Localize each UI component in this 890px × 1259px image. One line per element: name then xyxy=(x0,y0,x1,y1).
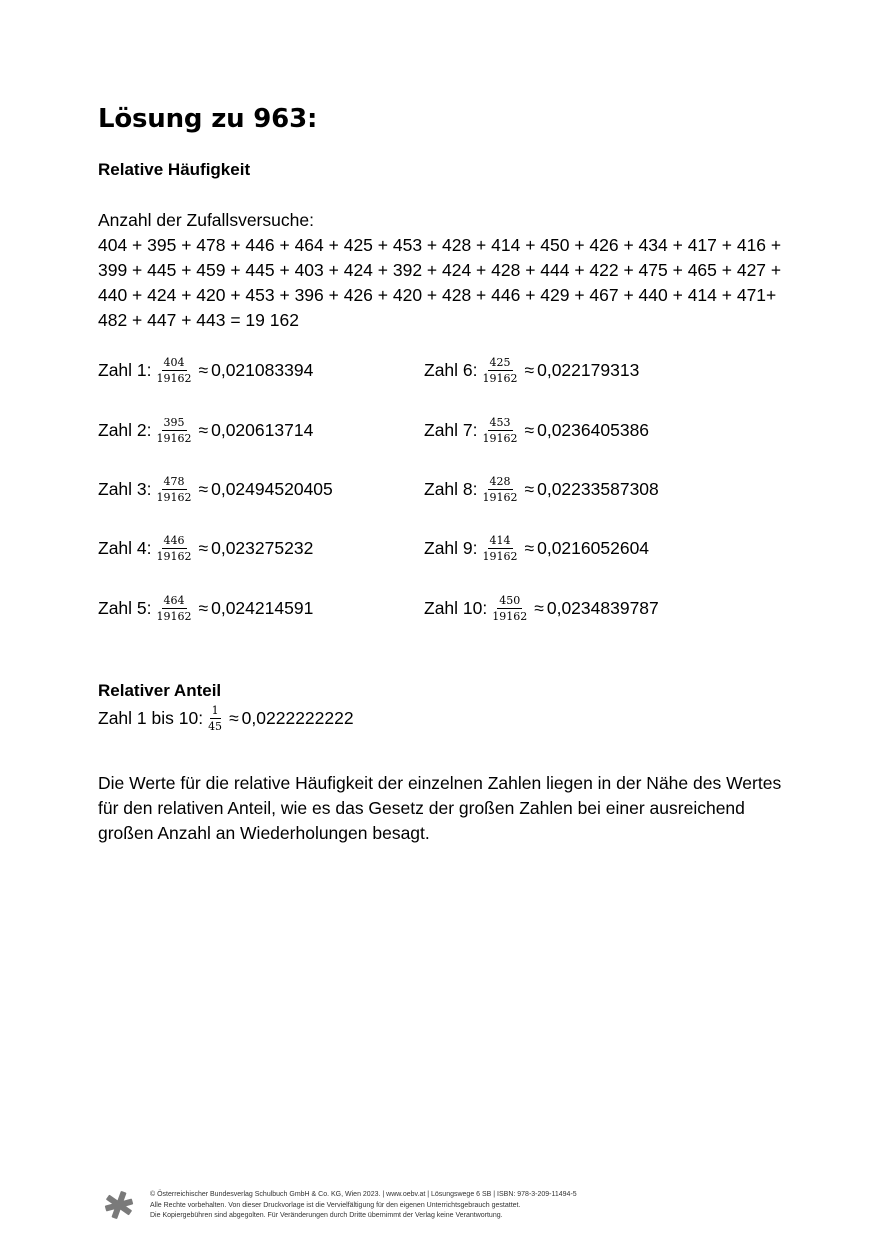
fraction-denominator: 19162 xyxy=(492,610,528,623)
fraction xyxy=(490,594,529,623)
fraction-numerator: 446 xyxy=(163,534,185,547)
fraction-numerator: 414 xyxy=(489,534,511,547)
page-title: Lösung zu 963: xyxy=(98,104,318,134)
row-value: 0,021083394 xyxy=(211,360,314,380)
fraction xyxy=(155,594,194,623)
conclusion-paragraph xyxy=(98,771,781,846)
approx-symbol: ≈ xyxy=(198,479,209,499)
fraction xyxy=(206,704,224,733)
approx-symbol: ≈ xyxy=(198,420,209,440)
trials-intro: Anzahl der Zufallsversuche: xyxy=(98,210,314,230)
row-value: 0,02233587308 xyxy=(537,479,659,499)
row-value: 0,023275232 xyxy=(211,538,314,558)
fraction-numerator: 453 xyxy=(489,416,511,429)
frequency-row-zahl-7 xyxy=(424,416,649,445)
footer-line: Die Kopiergebühren sind abgegolten. Für Veränderungen durch Dritte übernimmt der Verlag keine Verantwortung. xyxy=(150,1212,503,1219)
row-value: 0,0222222222 xyxy=(241,708,354,728)
fraction xyxy=(481,534,520,563)
fraction-numerator: 425 xyxy=(489,356,511,369)
row-label: Zahl 2: xyxy=(98,420,152,440)
sum-line: 482 + 447 + 443 = 19 162 xyxy=(98,310,299,330)
row-label: Zahl 9: xyxy=(424,538,478,558)
fraction xyxy=(155,416,194,445)
row-label: Zahl 8: xyxy=(424,479,478,499)
fraction xyxy=(155,475,194,504)
frequency-row-zahl-10 xyxy=(424,594,659,623)
fraction-numerator: 464 xyxy=(163,594,185,607)
row-label: Zahl 1: xyxy=(98,360,152,380)
row-label: Zahl 5: xyxy=(98,598,152,618)
approx-symbol: ≈ xyxy=(524,360,535,380)
fraction-denominator: 19162 xyxy=(482,491,518,504)
fraction-denominator: 19162 xyxy=(156,550,192,563)
fraction-denominator: 45 xyxy=(208,720,223,733)
row-value: 0,02494520405 xyxy=(211,479,333,499)
fraction xyxy=(155,356,194,385)
sum-line: 440 + 424 + 420 + 453 + 396 + 426 + 420 + 428 + 446 + 429 + 467 + 440 + 414 + 471+ xyxy=(98,285,777,305)
row-value: 0,0236405386 xyxy=(537,420,650,440)
frequency-row-zahl-5 xyxy=(98,594,313,623)
section-heading-relative-frequency: Relative Häufigkeit xyxy=(98,160,251,179)
approx-symbol: ≈ xyxy=(229,708,239,728)
section-heading-relative-share: Relativer Anteil xyxy=(98,681,222,700)
footer-line: © Österreichischer Bundesverlag Schulbuch GmbH & Co. KG, Wien 2023. | www.oebv.at | Lösungswege 6 SB | ISBN: 978-3-209-11494-5 xyxy=(150,1191,577,1198)
fraction xyxy=(481,356,520,385)
sum-line: 399 + 445 + 459 + 445 + 403 + 424 + 392 + 424 + 428 + 444 + 422 + 475 + 465 + 427 + xyxy=(98,260,782,280)
fraction-denominator: 19162 xyxy=(482,432,518,445)
fraction-numerator: 478 xyxy=(163,475,185,488)
fraction-numerator: 404 xyxy=(163,356,185,369)
frequency-row-zahl-1 xyxy=(98,356,313,385)
fraction-numerator: 395 xyxy=(163,416,185,429)
row-value: 0,022179313 xyxy=(537,360,640,380)
trials-sum xyxy=(98,233,781,333)
approx-symbol: ≈ xyxy=(524,538,535,558)
fraction xyxy=(481,416,520,445)
frequency-row-zahl-6 xyxy=(424,356,639,385)
row-value: 0,020613714 xyxy=(211,420,314,440)
footer-line: Alle Rechte vorbehalten. Von dieser Druckvorlage ist die Vervielfältigung für den eigenen Unterrichtsgebrauch gestattet. xyxy=(150,1201,521,1209)
approx-symbol: ≈ xyxy=(198,538,209,558)
frequency-row-zahl-2 xyxy=(98,416,313,445)
row-label: Zahl 6: xyxy=(424,360,478,380)
fraction-denominator: 19162 xyxy=(156,372,192,385)
fraction-numerator: 428 xyxy=(489,475,511,488)
approx-symbol: ≈ xyxy=(524,420,535,440)
row-value: 0,0216052604 xyxy=(537,538,650,558)
conclusion-line: Die Werte für die relative Häufigkeit der einzelnen Zahlen liegen in der Nähe des Wertes xyxy=(98,773,782,793)
row-label: Zahl 3: xyxy=(98,479,152,499)
approx-symbol: ≈ xyxy=(524,479,535,499)
oebv-logo-icon xyxy=(104,1190,134,1220)
fraction-denominator: 19162 xyxy=(156,610,192,623)
approx-symbol: ≈ xyxy=(198,360,209,380)
frequency-row-zahl-4 xyxy=(98,534,313,563)
row-value: 0,024214591 xyxy=(211,598,314,618)
relative-share-row xyxy=(98,704,354,733)
conclusion-line: für den relativen Anteil, wie es das Gesetz der großen Zahlen bei einer ausreichend xyxy=(98,798,745,818)
row-label: Zahl 10: xyxy=(424,598,488,618)
frequency-row-zahl-8 xyxy=(424,475,659,504)
frequency-row-zahl-9 xyxy=(424,534,649,563)
fraction-numerator: 1 xyxy=(211,704,219,717)
row-label: Zahl 4: xyxy=(98,538,152,558)
fraction xyxy=(155,534,194,563)
frequency-row-zahl-3 xyxy=(98,475,333,504)
approx-symbol: ≈ xyxy=(198,598,209,618)
fraction-denominator: 19162 xyxy=(156,491,192,504)
footer-copyright xyxy=(150,1190,577,1222)
fraction-denominator: 19162 xyxy=(482,372,518,385)
row-label: Zahl 1 bis 10: xyxy=(98,708,204,728)
fraction-denominator: 19162 xyxy=(156,432,192,445)
sum-line: 404 + 395 + 478 + 446 + 464 + 425 + 453 + 428 + 414 + 450 + 426 + 434 + 417 + 416 + xyxy=(98,235,782,255)
row-label: Zahl 7: xyxy=(424,420,478,440)
row-value: 0,0234839787 xyxy=(546,598,659,618)
fraction-denominator: 19162 xyxy=(482,550,518,563)
conclusion-line: großen Anzahl an Wiederholungen besagt. xyxy=(98,823,430,843)
fraction xyxy=(481,475,520,504)
fraction-numerator: 450 xyxy=(499,594,521,607)
approx-symbol: ≈ xyxy=(534,598,544,618)
